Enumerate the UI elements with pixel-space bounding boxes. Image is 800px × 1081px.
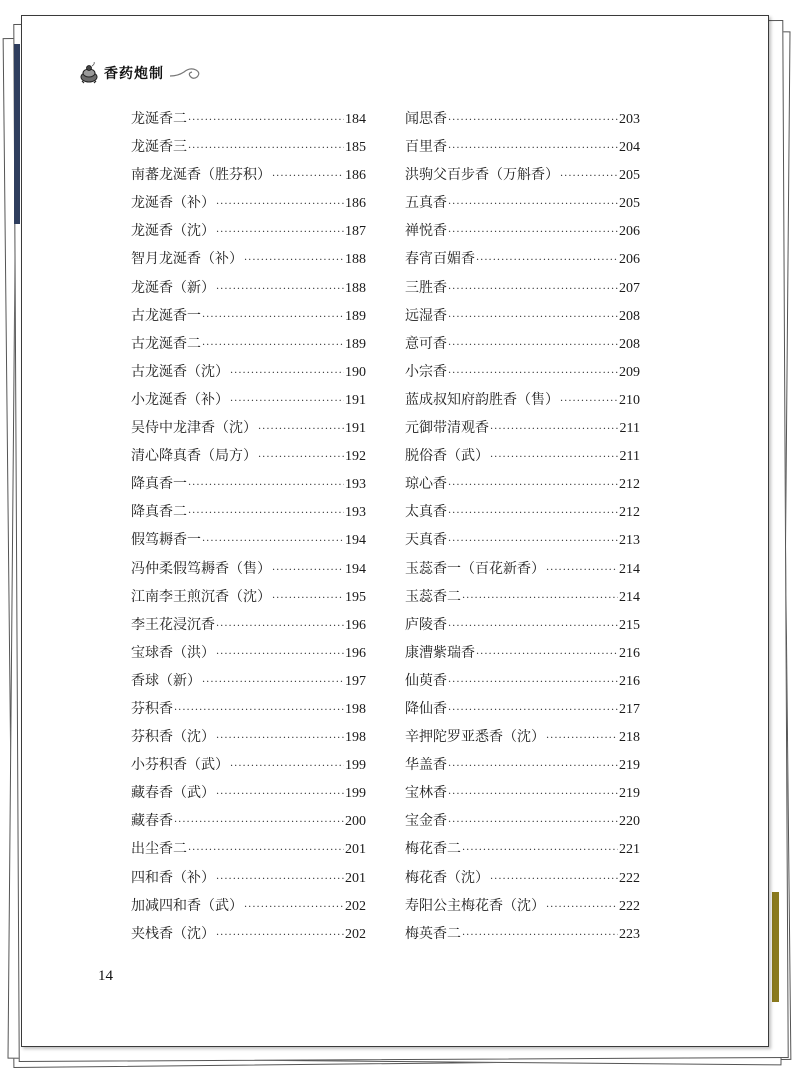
entry-page: 214 [619,561,640,577]
dot-leader [448,621,618,632]
entry-page: 213 [619,533,640,549]
dot-leader [448,227,618,238]
entry-page: 221 [619,842,640,858]
dot-leader [216,789,344,800]
toc-entry[interactable] [131,810,366,838]
toc-column-left [131,108,366,951]
dot-leader [476,255,618,266]
toc-entry[interactable] [405,333,640,361]
dot-leader [258,424,344,435]
entry-page: 216 [619,673,640,689]
entry-page: 201 [345,870,366,886]
dot-leader [448,368,618,379]
dot-leader [448,312,618,323]
dot-leader [560,171,618,182]
toc-entry[interactable] [405,754,640,782]
entry-page: 208 [619,336,640,352]
entry-page: 199 [345,758,366,774]
dot-leader [174,817,344,828]
toc-entry[interactable] [131,248,366,276]
entry-title: 降真香二 [131,504,187,521]
dot-leader [272,593,344,604]
entry-page: 215 [619,617,640,633]
page-edge-band-left [14,44,20,224]
entry-title: 加减四和香（武） [131,897,243,914]
dot-leader [216,649,344,660]
dot-leader [188,508,344,519]
entry-page: 219 [619,786,640,802]
dot-leader [490,874,618,885]
entry-page: 204 [619,140,640,156]
toc-entry[interactable] [405,698,640,726]
entry-title: 龙涎香三 [131,139,187,156]
entry-title: 龙涎香（沈） [131,223,215,240]
toc-entry[interactable] [405,108,640,136]
toc-entry[interactable] [405,558,640,586]
toc-entry[interactable] [131,361,366,389]
entry-title: 小芬积香（武） [131,757,229,774]
entry-page: 209 [619,364,640,380]
toc-entry[interactable] [131,614,366,642]
toc-entry[interactable] [405,782,640,810]
dot-leader [216,621,344,632]
toc-entry[interactable] [131,586,366,614]
dot-leader [216,930,344,941]
toc-entry[interactable] [405,417,640,445]
dot-leader [490,424,619,435]
entry-page: 185 [345,140,366,156]
entry-page: 199 [345,786,366,802]
toc-entry[interactable] [405,389,640,417]
entry-page: 210 [619,392,640,408]
toc-entry[interactable] [131,305,366,333]
entry-title: 闻思香 [405,111,447,127]
entry-title: 小宗香 [405,363,447,380]
dot-leader [244,902,344,913]
toc-entry[interactable] [405,220,640,248]
toc-entry[interactable] [131,417,366,445]
entry-page: 205 [619,168,640,184]
entry-page: 186 [345,168,366,184]
entry-page: 195 [345,589,366,605]
dot-leader [216,733,344,744]
entry-page: 186 [345,196,366,212]
entry-title: 南蕃龙涎香（胜芬积） [131,167,271,184]
entry-page: 222 [619,898,640,914]
entry-page: 203 [619,112,640,127]
entry-page: 220 [619,814,640,830]
dot-leader [188,115,344,126]
entry-title: 古龙涎香一 [131,307,201,324]
entry-page: 206 [619,252,640,268]
dot-leader [462,930,618,941]
entry-title: 仙萸香 [405,672,447,689]
dot-leader [216,284,344,295]
entry-page: 188 [345,280,366,296]
entry-title: 藏春香（武） [131,785,215,802]
entry-page: 193 [345,505,366,521]
entry-page: 212 [619,477,640,493]
entry-page: 207 [619,280,640,296]
entry-page: 187 [345,224,366,240]
entry-page: 196 [345,617,366,633]
dot-leader [448,508,618,519]
dot-leader [272,565,344,576]
entry-title: 江南李王煎沉香（沈） [131,588,271,605]
dot-leader [476,649,618,660]
toc-entry[interactable] [131,108,366,136]
dot-leader [216,874,344,885]
entry-page: 198 [345,730,366,746]
entry-title: 龙涎香（新） [131,279,215,296]
toc-entry[interactable] [131,333,366,361]
dot-leader [462,593,618,604]
entry-page: 223 [619,926,640,942]
dot-leader [448,199,618,210]
dot-leader [216,227,344,238]
entry-page: 211 [619,449,640,465]
entry-title: 庐陵香 [405,616,447,633]
toc-entry[interactable] [131,867,366,895]
entry-title: 梅花香（沈） [405,869,489,886]
entry-page: 211 [619,421,640,437]
toc-entry[interactable] [131,670,366,698]
toc-entry[interactable] [405,895,640,923]
entry-page: 196 [345,645,366,661]
entry-title: 宝金香 [405,813,447,830]
entry-title: 脱俗香（武） [405,448,489,465]
entry-title: 春宵百媚香 [405,251,475,268]
running-header [78,56,204,90]
entry-page: 189 [345,336,366,352]
entry-title: 远湿香 [405,307,447,324]
dot-leader [448,480,618,491]
dot-leader [216,199,344,210]
entry-page: 191 [345,421,366,437]
dot-leader [174,705,344,716]
entry-page: 216 [619,645,640,661]
entry-page: 219 [619,758,640,774]
entry-page: 200 [345,814,366,830]
entry-title: 梅花香二 [405,841,461,858]
toc-entry[interactable] [405,642,640,670]
entry-title: 玉蕊香一（百花新香） [405,560,545,577]
entry-title: 蓝成叔知府韵胜香（售） [405,391,559,408]
dot-leader [188,143,344,154]
dot-leader [202,312,344,323]
entry-title: 太真香 [405,504,447,521]
dot-leader [490,452,619,463]
entry-title: 龙涎香二 [131,111,187,127]
entry-page: 202 [345,926,366,942]
entry-title: 藏春香 [131,813,173,830]
dot-leader [188,845,344,856]
dot-leader [448,705,618,716]
dot-leader [244,255,344,266]
toc-entry[interactable] [405,361,640,389]
dot-leader [448,817,618,828]
book-title: 香药炮制 [104,66,164,82]
toc-entry[interactable] [405,136,640,164]
toc-entry[interactable] [405,192,640,220]
toc-entry[interactable] [131,136,366,164]
entry-title: 宝球香（洪） [131,644,215,661]
dot-leader [448,340,618,351]
entry-title: 洪驹父百步香（万斛香） [405,167,559,184]
entry-title: 假笃耨香一 [131,532,201,549]
toc-entry[interactable] [131,529,366,557]
entry-title: 梅英香二 [405,925,461,942]
entry-title: 辛押陀罗亚悉香（沈） [405,729,545,746]
toc-entry[interactable] [405,614,640,642]
dot-leader [202,677,344,688]
entry-title: 芬积香（沈） [131,729,215,746]
entry-title: 百里香 [405,139,447,156]
toc-entry[interactable] [405,838,640,866]
toc-entry[interactable] [131,698,366,726]
entry-title: 玉蕊香二 [405,588,461,605]
toc-entry[interactable] [405,248,640,276]
toc-entry[interactable] [131,389,366,417]
entry-title: 琼心香 [405,476,447,493]
entry-title: 清心降真香（局方） [131,448,257,465]
toc-entry[interactable] [131,895,366,923]
toc-entry[interactable] [131,754,366,782]
entry-title: 李王花浸沉香 [131,616,215,633]
dot-leader [448,536,618,547]
dot-leader [560,396,618,407]
dot-leader [258,452,344,463]
entry-page: 201 [345,842,366,858]
entry-page: 191 [345,392,366,408]
toc-entry[interactable] [405,305,640,333]
entry-title: 冯仲柔假笃耨香（售） [131,560,271,577]
dot-leader [448,284,618,295]
entry-title: 降仙香 [405,700,447,717]
dot-leader [546,565,618,576]
entry-page: 198 [345,701,366,717]
entry-title: 芬积香 [131,700,173,717]
page-edge-band-right [772,892,779,1002]
toc-entry[interactable] [131,220,366,248]
entry-page: 193 [345,477,366,493]
toc-entry[interactable] [405,670,640,698]
entry-title: 华盖香 [405,757,447,774]
entry-title: 三胜香 [405,279,447,296]
toc-entry[interactable] [405,726,640,754]
entry-title: 古龙涎香（沈） [131,363,229,380]
toc-entry[interactable] [131,726,366,754]
entry-page: 194 [345,561,366,577]
entry-page: 218 [619,730,640,746]
entry-page: 222 [619,870,640,886]
dot-leader [448,761,618,772]
swirl-ornament-icon [168,62,204,84]
entry-title: 降真香一 [131,476,187,493]
toc-entry[interactable] [405,923,640,951]
toc-entry[interactable] [131,277,366,305]
entry-title: 元御带清观香 [405,420,489,437]
entry-title: 康漕紫瑞香 [405,644,475,661]
entry-title: 意可香 [405,335,447,352]
dot-leader [230,368,344,379]
entry-title: 小龙涎香（补） [131,391,229,408]
entry-page: 194 [345,533,366,549]
entry-title: 五真香 [405,195,447,212]
entry-page: 188 [345,252,366,268]
entry-title: 出尘香二 [131,841,187,858]
dot-leader [202,340,344,351]
entry-page: 197 [345,673,366,689]
toc-entry[interactable] [405,473,640,501]
toc-entry[interactable] [131,558,366,586]
entry-title: 吴侍中龙津香（沈） [131,420,257,437]
entry-title: 寿阳公主梅花香（沈） [405,897,545,914]
toc-entry[interactable] [405,277,640,305]
dot-leader [448,789,618,800]
entry-page: 189 [345,308,366,324]
entry-title: 古龙涎香二 [131,335,201,352]
toc-entry[interactable] [405,810,640,838]
entry-page: 184 [345,112,366,127]
censer-icon [78,62,100,84]
toc-entry[interactable] [131,501,366,529]
entry-page: 192 [345,449,366,465]
toc-entry[interactable] [405,867,640,895]
toc-entry[interactable] [131,782,366,810]
toc-column-right [405,108,640,951]
toc-entry[interactable] [405,501,640,529]
entry-title: 天真香 [405,532,447,549]
entry-title: 香球（新） [131,672,201,689]
dot-leader [230,396,344,407]
entry-title: 龙涎香（补） [131,195,215,212]
toc-entry[interactable] [405,164,640,192]
dot-leader [462,845,618,856]
entry-page: 205 [619,196,640,212]
entry-page: 212 [619,505,640,521]
toc-entry[interactable] [131,192,366,220]
entry-title: 禅悦香 [405,223,447,240]
entry-page: 217 [619,701,640,717]
page-number: 14 [98,968,113,984]
dot-leader [448,677,618,688]
dot-leader [188,480,344,491]
toc-entry[interactable] [131,642,366,670]
entry-page: 206 [619,224,640,240]
toc-entry[interactable] [131,473,366,501]
entry-title: 四和香（补） [131,869,215,886]
entry-page: 190 [345,364,366,380]
dot-leader [448,115,618,126]
entry-title: 夹栈香（沈） [131,925,215,942]
toc-entry[interactable] [405,586,640,614]
dot-leader [230,761,344,772]
dot-leader [272,171,344,182]
toc-entry[interactable] [405,445,640,473]
toc-entry[interactable] [131,164,366,192]
toc-entry[interactable] [131,445,366,473]
toc-entry[interactable] [405,529,640,557]
toc-entry[interactable] [131,923,366,951]
dot-leader [546,902,618,913]
entry-page: 208 [619,308,640,324]
entry-title: 宝林香 [405,785,447,802]
entry-page: 202 [345,898,366,914]
dot-leader [546,733,618,744]
entry-page: 214 [619,589,640,605]
dot-leader [448,143,618,154]
entry-title: 智月龙涎香（补） [131,251,243,268]
toc-entry[interactable] [131,838,366,866]
dot-leader [202,536,344,547]
